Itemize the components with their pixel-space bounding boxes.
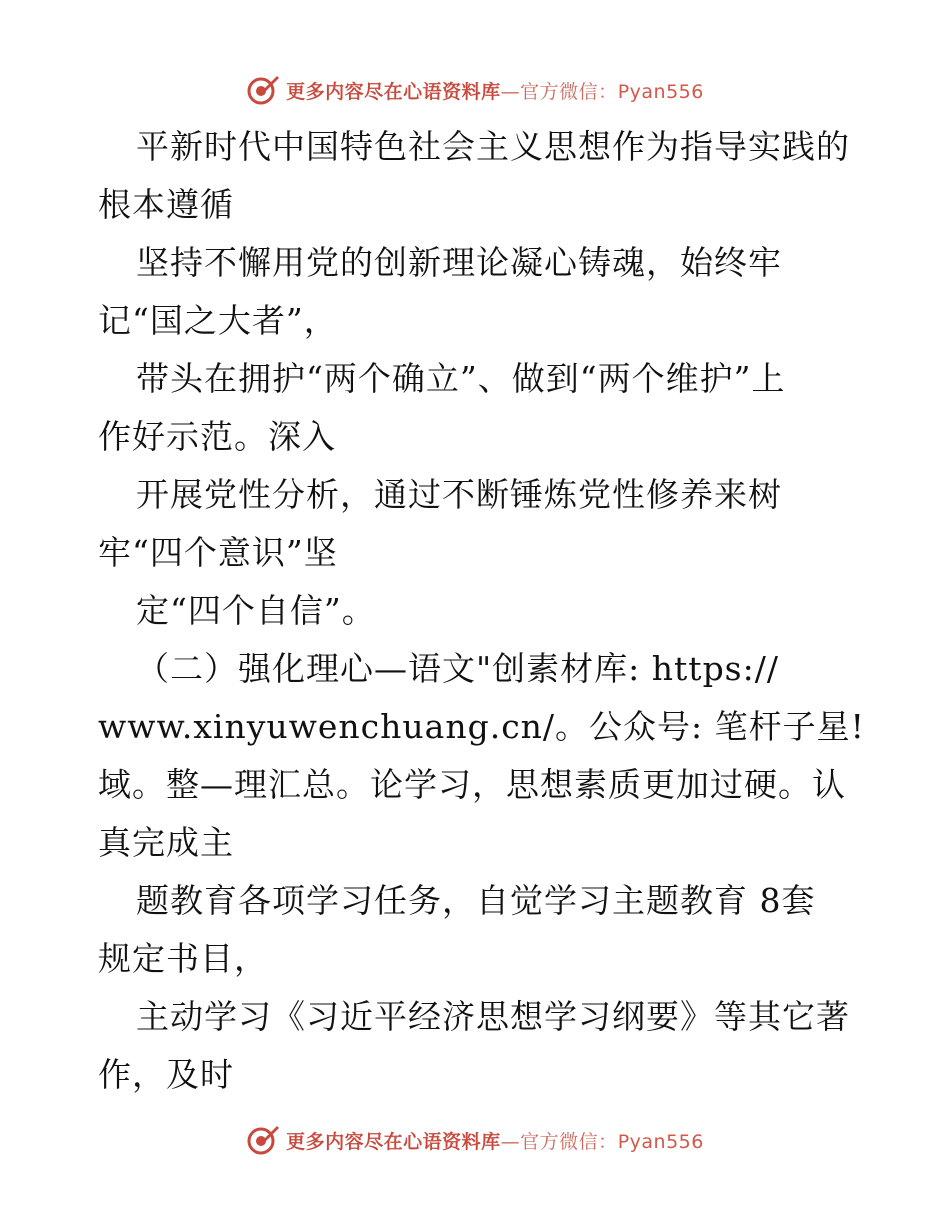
text-line: 牢“四个意识”坚 <box>98 533 338 572</box>
text-line: 定“四个自信”。 <box>136 591 376 630</box>
text-line: 规定书目， <box>98 939 268 978</box>
header-watermark <box>0 70 950 110</box>
text-line: 开展党性分析，通过不断锤炼党性修养来树 <box>136 475 782 514</box>
pen-logo-icon <box>246 73 280 107</box>
text-line: 域。整—理汇总。论学习，思想素质更加过硬。认 <box>98 765 846 804</box>
text-line: （二）强化理心—语文"创素材库: https:// <box>136 649 779 688</box>
document-body <box>98 118 865 1104</box>
text-line: www.xinyuwenchuang.cn/。公众号: 笔杆子星! <box>98 707 865 746</box>
watermark-text: 更多内容尽在心语资料库—官方微信：Pyan556 <box>286 1130 704 1153</box>
text-line: 坚持不懈用党的创新理论凝心铸魂，始终牢 <box>136 243 782 282</box>
text-line: 作，及时 <box>98 1055 234 1094</box>
watermark-text: 更多内容尽在心语资料库—官方微信：Pyan556 <box>286 80 704 103</box>
footer-watermark <box>0 1120 950 1160</box>
pen-logo-icon <box>246 1123 280 1157</box>
text-line: 记“国之大者”， <box>98 301 338 340</box>
text-line: 平新时代中国特色社会主义思想作为指导实践的 <box>136 127 850 166</box>
text-line: 题教育各项学习任务，自觉学习主题教育 8套 <box>136 881 816 920</box>
text-line: 作好示范。深入 <box>98 417 336 456</box>
text-line: 带头在拥护“两个确立”、做到“两个维护”上 <box>136 359 786 398</box>
text-line: 真完成主 <box>98 823 234 862</box>
text-line: 主动学习《习近平经济思想学习纲要》等其它著 <box>136 997 850 1036</box>
text-line: 根本遵循 <box>98 185 234 224</box>
